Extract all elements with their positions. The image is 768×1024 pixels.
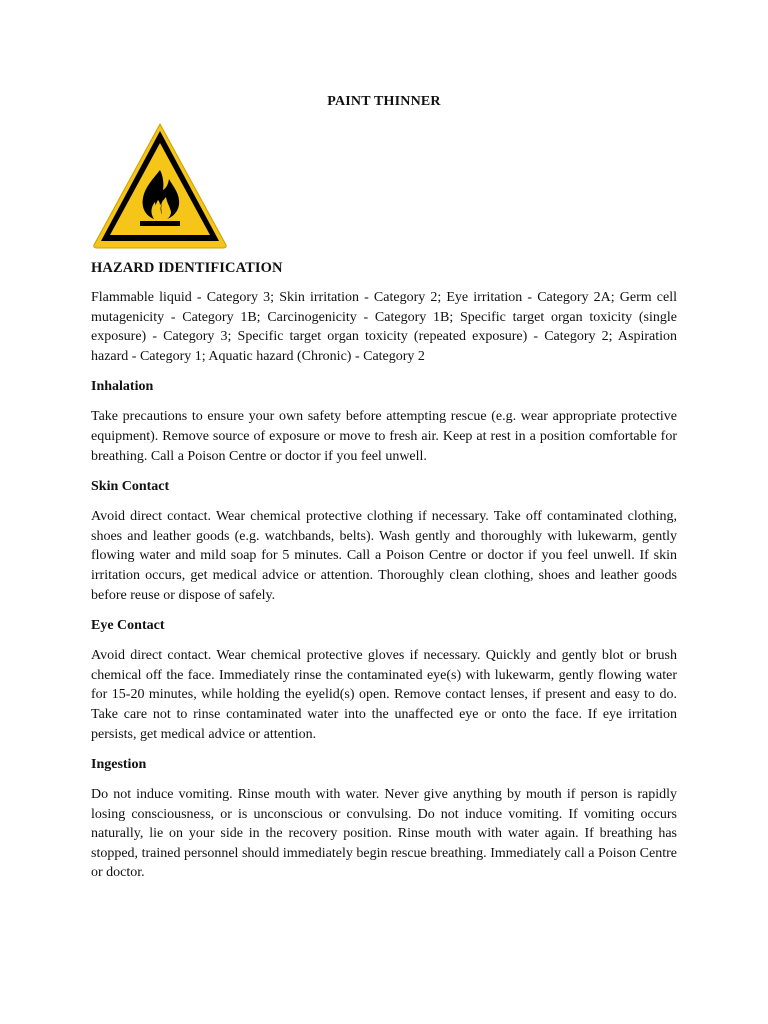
flammable-warning-icon bbox=[91, 121, 229, 250]
eye-contact-heading: Eye Contact bbox=[91, 618, 165, 634]
document-title: PAINT THINNER bbox=[327, 94, 441, 109]
ingestion-heading: Ingestion bbox=[91, 757, 147, 773]
skin-contact-text: Avoid direct contact. Wear chemical protective clothing if necessary. Take off contaminated clothing, shoes and leather goods (e.g. watchbands, belts). Wash gently and thoroughly with lukewarm, gently flowing water and mild soap for 5 minutes. Call a Poison Centre or doctor if you feel unwell. If skin irritation occurs, get medical advice or attention. Thoroughly clean clothing, shoes and leather goods before reuse or dispose of safely. bbox=[91, 509, 677, 603]
hazard-identification-heading: HAZARD IDENTIFICATION bbox=[91, 260, 283, 276]
flame-base bbox=[140, 221, 180, 226]
inhalation-text: Take precautions to ensure your own safety before attempting rescue (e.g. wear appropriate protective equipment). Remove source of exposure or move to fresh air. Keep at rest in a position comfortable for breathing. Call a Poison Centre or doctor if you feel unwell. bbox=[91, 409, 677, 464]
hazard-identification-text: Flammable liquid - Category 3; Skin irritation - Category 2; Eye irritation - Category 2A; Germ cell mutagenicity - Category 1B; Carcinogenicity - Category 1B; Specific target organ toxicity (single exposure) - Category 3; Specific target organ toxicity (repeated exposure) - Category 2; Aspiration hazard - Category 1; Aquatic hazard (Chronic) - Category 2 bbox=[91, 290, 677, 364]
eye-contact-text: Avoid direct contact. Wear chemical protective gloves if necessary. Quickly and gently blot or brush chemical off the face. Immediately rinse the contaminated eye(s) with lukewarm, gently flowing water for 15-20 minutes, while holding the eyelid(s) open. Remove contact lenses, if present and easy to do. Take care not to rinse contaminated water into the unaffected eye or onto the face. If eye irritation persists, get medical advice or attention. bbox=[91, 648, 677, 742]
ingestion-text: Do not induce vomiting. Rinse mouth with water. Never give anything by mouth if person is rapidly losing consciousness, or is unconscious or convulsing. Do not induce vomiting. If vomiting occurs naturally, lie on your side in the recovery position. Rinse mouth with water again. If breathing has stopped, trained personnel should immediately begin rescue breathing. Immediately call a Poison Centre or doctor. bbox=[91, 787, 677, 881]
skin-contact-heading: Skin Contact bbox=[91, 479, 170, 495]
inhalation-heading: Inhalation bbox=[91, 379, 154, 395]
document-content bbox=[91, 258, 677, 883]
